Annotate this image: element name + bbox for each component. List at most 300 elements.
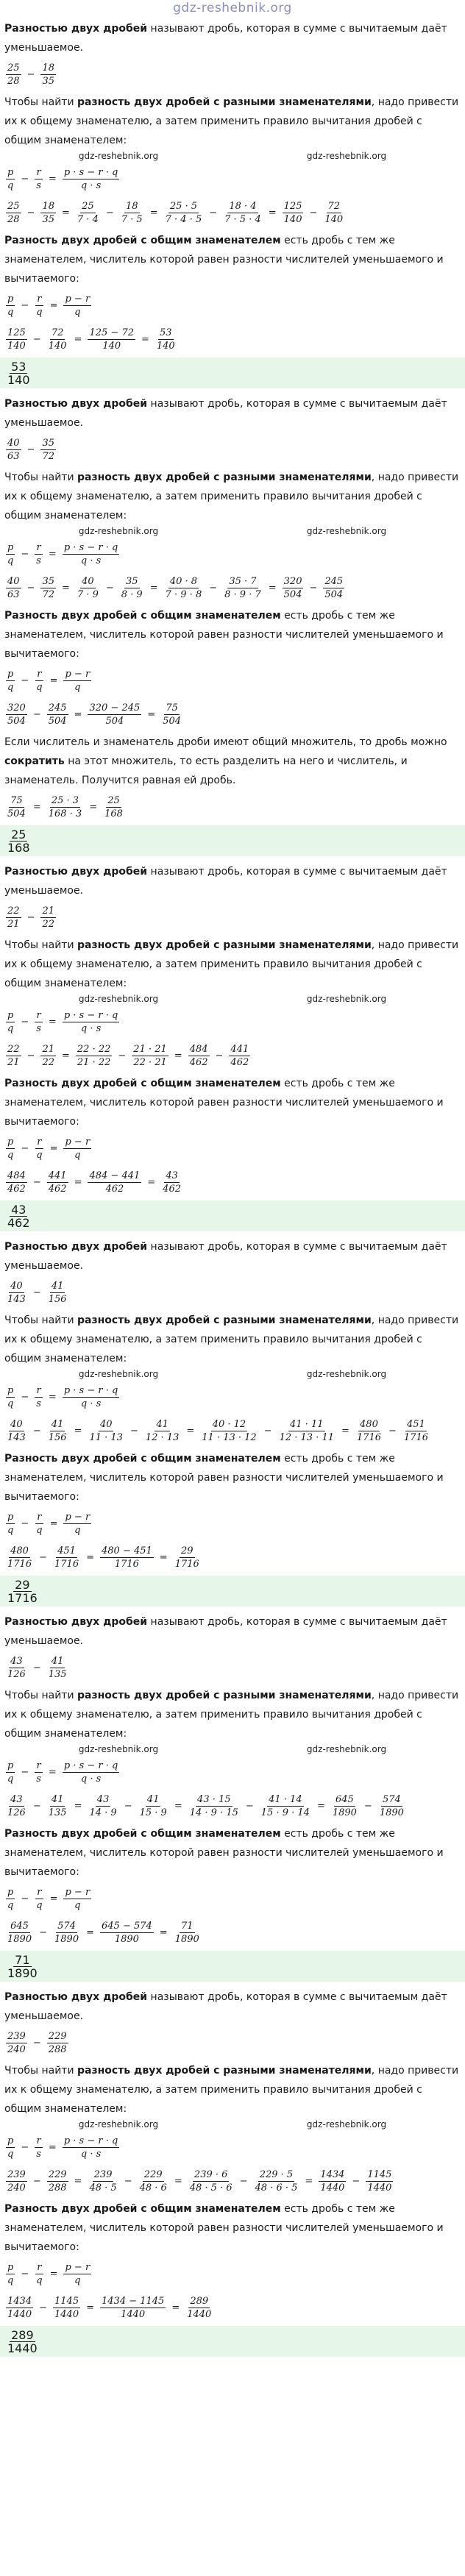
fraction-numerator: p − r: [65, 2261, 90, 2273]
fraction: [319, 2168, 346, 2194]
operator: −: [215, 1050, 224, 1061]
fraction-numerator: p: [7, 293, 14, 305]
fraction: [6, 327, 27, 352]
paragraph: [4, 93, 461, 150]
fraction-denominator: 72: [42, 588, 54, 600]
operator: =: [48, 2141, 57, 2153]
operator: =: [89, 801, 98, 813]
fraction-numerator: 125: [283, 200, 302, 212]
fraction-numerator: 1434 − 1145: [102, 2295, 165, 2307]
fraction-denominator: 1716: [7, 1558, 32, 1570]
fraction-numerator: 29: [15, 1577, 30, 1592]
fraction-numerator: 21 · 21: [133, 1043, 167, 1055]
fraction-denominator: 1440: [187, 2308, 212, 2320]
term-bold: сократить: [4, 755, 65, 767]
fraction-numerator: 484: [7, 1170, 26, 1181]
fraction-numerator: 40: [7, 575, 20, 587]
sub-expression: [4, 2292, 461, 2323]
fraction-numerator: p: [7, 1009, 14, 1021]
fraction: [132, 1043, 168, 1069]
fraction-numerator: 43: [10, 1655, 23, 1667]
watermark: gdz-reshebnik.org: [306, 1744, 387, 1754]
fraction: [355, 1418, 383, 1444]
fraction-denominator: 48 · 5 · 6: [189, 2182, 232, 2193]
fraction: [88, 1793, 118, 1819]
fraction: [103, 794, 124, 820]
fraction-denominator: q: [36, 1524, 43, 1536]
fraction-denominator: 1716: [7, 1590, 38, 1605]
watermark-row: [4, 993, 461, 1005]
formula-common: [4, 1508, 461, 1539]
fraction: [40, 1043, 56, 1069]
fraction-numerator: 245: [324, 575, 344, 587]
fraction-denominator: 1890: [7, 1965, 38, 1980]
operator: −: [26, 444, 35, 455]
text-run: есть дробь с тем же знаменателем, числитель которой равен разности числителей уменьшаемого и вычитаемого:: [4, 235, 444, 285]
cd-expression: [4, 1790, 461, 1821]
fraction-denominator: 462: [230, 1056, 249, 1068]
fraction: [76, 1043, 112, 1069]
fraction: [88, 327, 135, 352]
fraction: [6, 668, 15, 694]
cd-expression: [4, 572, 461, 603]
watermark: gdz-reshebnik.org: [306, 994, 387, 1004]
fraction: [63, 1136, 91, 1161]
fraction-numerator: 239 · 6: [194, 2168, 228, 2180]
operator: −: [388, 1425, 397, 1437]
fraction-numerator: r: [37, 1136, 42, 1148]
fraction: [47, 1655, 68, 1681]
fraction: [6, 828, 32, 854]
fraction: [6, 2295, 33, 2321]
operator: =: [141, 333, 149, 345]
fraction-numerator: 35: [125, 575, 138, 587]
fraction-numerator: p · s − r · q: [63, 2135, 118, 2146]
operator: −: [32, 1425, 41, 1437]
fraction-denominator: 1890: [114, 1933, 139, 1945]
fraction: [35, 2261, 43, 2287]
fraction-numerator: 239: [7, 2168, 26, 2180]
fraction-numerator: 245: [48, 702, 67, 714]
fraction: [63, 1886, 91, 1912]
fraction: [35, 1384, 43, 1410]
fraction: [47, 2030, 68, 2056]
fraction-denominator: 35: [42, 75, 54, 87]
fraction: [6, 1511, 15, 1537]
watermark: gdz-reshebnik.org: [78, 1744, 159, 1754]
fraction: [88, 1418, 124, 1444]
fraction-denominator: q: [36, 1149, 43, 1161]
operator: =: [159, 1926, 168, 1938]
fraction-numerator: 289: [190, 2295, 209, 2307]
fraction-denominator: 1716: [54, 1558, 79, 1570]
fraction-denominator: 504: [7, 808, 26, 819]
term-bold: Разность двух дробей с общим знаменателем: [4, 610, 281, 622]
term-bold: разность двух дробей с разными знаменателями: [77, 96, 372, 108]
fraction-denominator: 288: [48, 2043, 67, 2055]
text-run: Чтобы найти: [4, 2065, 77, 2077]
fraction: [47, 1418, 68, 1444]
fraction-numerator: 125 − 72: [89, 327, 134, 338]
fraction-numerator: 18 · 4: [229, 200, 257, 212]
watermark-row: [4, 1743, 461, 1755]
operator: =: [268, 582, 277, 594]
fraction-denominator: 1440: [320, 2182, 345, 2193]
fraction-numerator: 1434: [7, 2295, 32, 2307]
fraction-denominator: q: [74, 1899, 81, 1911]
fraction-numerator: 43: [166, 1170, 178, 1181]
fraction: [63, 1760, 119, 1785]
operator: =: [48, 173, 57, 185]
term-bold: разность двух дробей с разными знаменателями: [77, 472, 372, 483]
fraction-numerator: p: [7, 1384, 14, 1396]
fraction: [223, 200, 263, 226]
fraction-numerator: 1145: [367, 2168, 392, 2180]
term-bold: Разностью двух дробей: [4, 1241, 148, 1253]
operator: −: [124, 2175, 132, 2187]
fraction-numerator: r: [36, 2135, 41, 2146]
fraction: [40, 62, 56, 88]
fraction-denominator: q · s: [80, 1398, 102, 1409]
fraction-denominator: s: [36, 1773, 41, 1785]
fraction: [47, 1280, 68, 1306]
operator: −: [32, 2037, 41, 2049]
fraction: [63, 166, 119, 192]
fraction-numerator: r: [36, 1760, 41, 1771]
fraction-denominator: 140: [156, 340, 175, 352]
text-run: Если числитель и знаменатель дроби имеют общий множитель, то дробь можно: [4, 736, 447, 748]
term-bold: Разностью двух дробей: [4, 1991, 148, 2003]
fraction-denominator: 462: [163, 1183, 181, 1195]
operator: −: [32, 1662, 41, 1673]
paragraph: [4, 1686, 461, 1743]
problem-5: [4, 1612, 461, 1988]
operator: =: [48, 1766, 57, 1778]
fraction: [53, 2295, 80, 2321]
formula-common: [4, 290, 461, 321]
text-run: называют дробь, которая в сумме с вычитаемым даёт уменьшаемое.: [4, 1991, 447, 2022]
sub-expression: [4, 699, 461, 730]
term-bold: Разностью двух дробей: [4, 23, 148, 35]
operator: −: [21, 299, 29, 311]
paragraph: [4, 2199, 461, 2257]
fraction-denominator: 504: [48, 715, 67, 727]
fraction-numerator: 480: [10, 1545, 29, 1556]
problem-3: [4, 862, 461, 1237]
fraction: [35, 1886, 43, 1912]
fraction-numerator: 41: [156, 1418, 168, 1430]
fraction-numerator: 229: [143, 2168, 163, 2180]
fraction-denominator: 462: [189, 1056, 208, 1068]
operator: −: [309, 582, 318, 594]
operator: =: [49, 299, 58, 311]
paragraph: [4, 2061, 461, 2118]
fraction: [88, 702, 141, 727]
fraction-denominator: 1716: [356, 1431, 381, 1443]
fraction-numerator: r: [37, 2261, 42, 2273]
fraction: [6, 166, 15, 192]
text-run: есть дробь с тем же знаменателем, числитель которой равен разности числителей уменьшаемого и вычитаемого:: [4, 1828, 444, 1878]
formula-common: [4, 2258, 461, 2289]
fraction-numerator: 451: [57, 1545, 76, 1556]
fraction-numerator: 40: [99, 1418, 113, 1430]
fraction-denominator: 1890: [7, 1933, 32, 1945]
operator: −: [32, 333, 41, 345]
sub-expression: [4, 1542, 461, 1573]
fraction: [100, 1920, 154, 1946]
fraction: [6, 2329, 39, 2355]
fraction: [35, 1760, 43, 1785]
fraction-denominator: 462: [105, 1183, 124, 1195]
fraction-denominator: 140: [102, 340, 121, 352]
fraction: [6, 1136, 15, 1161]
fraction-denominator: 15 · 9 · 14: [260, 1807, 310, 1818]
sub-expression: [4, 1917, 461, 1948]
text-run: , надо привести их к общему знаменателю, а затем применить правило вычитания дробей с общим знаменателем:: [4, 1690, 459, 1740]
fraction-numerator: 41: [51, 1418, 64, 1430]
fraction-numerator: 229 · 5: [259, 2168, 294, 2180]
fraction-denominator: q: [36, 306, 43, 318]
fraction: [6, 1009, 15, 1035]
fraction-numerator: 451: [407, 1418, 425, 1430]
operator: =: [62, 207, 70, 218]
text-run: на этот множитель, то есть разделить на него и числитель, и знаменатель. Получится равная ей дробь.: [4, 755, 408, 786]
operator: =: [316, 1800, 325, 1812]
term-bold: разность двух дробей с разными знаменателями: [77, 1690, 372, 1701]
fraction: [47, 1793, 68, 1819]
fraction: [188, 2168, 234, 2194]
fraction-denominator: q · s: [80, 179, 102, 191]
operator: −: [21, 2268, 29, 2280]
fraction: [155, 327, 177, 352]
fraction-numerator: p: [7, 2261, 14, 2273]
fraction-numerator: p: [7, 2135, 14, 2146]
fraction-denominator: 22 · 21: [133, 1056, 167, 1068]
operator: =: [86, 2302, 94, 2313]
fraction-numerator: 21: [42, 1043, 54, 1055]
operator: =: [305, 2175, 313, 2187]
fraction-denominator: 1440: [121, 2308, 146, 2320]
paragraph: [4, 1988, 461, 2026]
fraction: [174, 1920, 201, 1946]
paragraph: [4, 862, 461, 900]
fraction-numerator: 22 · 22: [77, 1043, 111, 1055]
fraction-numerator: 35: [42, 437, 54, 449]
fraction-numerator: 320 − 245: [89, 702, 141, 714]
fraction-denominator: q: [7, 1022, 14, 1034]
fraction-numerator: 484: [189, 1043, 208, 1055]
fraction: [100, 1545, 154, 1570]
watermark-row: [4, 150, 461, 162]
fraction-denominator: 48 · 6 · 5: [255, 2182, 298, 2193]
operator: −: [209, 207, 218, 218]
answer-box: [0, 825, 465, 856]
text-run: Чтобы найти: [4, 472, 77, 483]
sub-expression: [4, 1167, 461, 1198]
fraction: [63, 293, 91, 319]
fraction: [6, 794, 27, 820]
fraction: [120, 575, 144, 601]
fraction: [35, 2135, 43, 2160]
fraction-denominator: 1890: [174, 1933, 199, 1945]
fraction-denominator: 63: [7, 588, 20, 600]
fraction-numerator: 71: [15, 1952, 30, 1967]
fraction: [120, 200, 144, 226]
fraction-numerator: p · s − r · q: [63, 1760, 118, 1771]
fraction: [229, 1043, 250, 1069]
fraction-numerator: 43 · 15: [197, 1793, 231, 1805]
operator: =: [147, 1176, 156, 1188]
fraction: [6, 702, 27, 727]
fraction: [6, 200, 21, 226]
fraction-denominator: q: [7, 1149, 14, 1161]
paragraph: [4, 733, 461, 790]
fraction: [6, 62, 21, 88]
fraction-denominator: q: [36, 681, 43, 693]
fraction-numerator: 22: [7, 1043, 20, 1055]
fraction-numerator: 25: [7, 62, 20, 74]
fraction: [188, 1043, 210, 1069]
fraction-denominator: q: [7, 2274, 14, 2286]
operator: −: [26, 68, 35, 80]
fraction: [6, 2261, 15, 2287]
sub-expression: [4, 324, 461, 355]
operator: −: [39, 1926, 47, 1938]
watermark: gdz-reshebnik.org: [306, 526, 387, 536]
fraction-numerator: p: [7, 166, 14, 178]
site-header[interactable]: gdz-reshebnik.org: [173, 1, 292, 15]
answer-box: [0, 1576, 465, 1607]
operator: −: [124, 1800, 132, 1812]
fraction: [323, 200, 344, 226]
paragraph: [4, 1237, 461, 1275]
operator: =: [174, 1800, 182, 1812]
fraction-numerator: 18: [42, 200, 54, 212]
fraction-denominator: 28: [7, 213, 20, 225]
operator: −: [21, 1391, 29, 1403]
watermark: gdz-reshebnik.org: [306, 2119, 387, 2130]
fraction: [278, 1418, 336, 1444]
fraction-denominator: 168: [7, 840, 30, 855]
fraction: [35, 1511, 43, 1537]
fraction-denominator: 12 · 13: [145, 1431, 180, 1443]
fraction-numerator: 320: [283, 575, 302, 587]
cd-expression: [4, 1040, 461, 1071]
fraction-numerator: 18: [125, 200, 138, 212]
fraction-denominator: 462: [7, 1183, 26, 1195]
fraction-denominator: 140: [48, 340, 67, 352]
text-run: , надо привести их к общему знаменателю, а затем применить правило вычитания дробей с общим знаменателем:: [4, 96, 459, 146]
fraction-denominator: 28: [7, 75, 20, 87]
fraction-denominator: 8 · 9 · 7: [224, 588, 261, 600]
fraction-numerator: 40 · 8: [169, 575, 198, 587]
fraction-numerator: p · s − r · q: [63, 541, 118, 553]
fraction-denominator: 21 · 22: [77, 1056, 111, 1068]
fraction-numerator: 29: [180, 1545, 194, 1556]
problem-1: [4, 19, 461, 394]
fraction-numerator: 41: [51, 1280, 64, 1292]
watermark-row: [4, 2118, 461, 2130]
fraction-denominator: 21: [7, 918, 20, 930]
fraction-denominator: s: [36, 179, 41, 191]
fraction-numerator: 53: [11, 359, 26, 374]
fraction: [6, 1280, 27, 1306]
problem-expression: [4, 434, 461, 465]
fraction: [63, 668, 91, 694]
fraction-denominator: q: [36, 1899, 43, 1911]
formula-general: [4, 1006, 461, 1037]
term-bold: Разность двух дробей с общим знаменателем: [4, 1453, 281, 1465]
paragraph: [4, 1824, 461, 1882]
operator: =: [159, 1551, 168, 1563]
fraction: [188, 1793, 240, 1819]
operator: =: [86, 1926, 94, 1938]
fraction-denominator: q: [74, 2274, 81, 2286]
text-run: называют дробь, которая в сумме с вычитаемым даёт уменьшаемое.: [4, 398, 447, 429]
operator: −: [105, 582, 114, 594]
paragraph: [4, 1612, 461, 1651]
fraction: [6, 1545, 33, 1570]
fraction-denominator: q: [7, 1398, 14, 1409]
fraction-denominator: 7 · 9 · 8: [165, 588, 202, 600]
fraction-denominator: q: [74, 681, 81, 693]
term-bold: разность двух дробей с разными знаменателями: [77, 939, 372, 951]
fraction-denominator: 7 · 4 · 5: [165, 213, 202, 225]
operator: −: [32, 1800, 41, 1812]
fraction: [40, 200, 56, 226]
fraction-denominator: 504: [105, 715, 124, 727]
fraction-denominator: q: [7, 1524, 14, 1536]
operator: −: [32, 2175, 41, 2187]
fraction-denominator: 7 · 5: [121, 213, 143, 225]
fraction-denominator: q: [74, 306, 81, 318]
fraction-denominator: q · s: [80, 555, 102, 566]
fraction-numerator: 574: [57, 1920, 76, 1932]
operator: =: [74, 1176, 82, 1188]
fraction-numerator: p − r: [65, 1136, 90, 1148]
operator: −: [263, 1425, 272, 1437]
fraction-numerator: 22: [7, 905, 20, 917]
fraction-numerator: 41: [51, 1793, 64, 1805]
operator: −: [39, 1551, 47, 1563]
fraction-numerator: 35 · 7: [229, 575, 257, 587]
operator: −: [21, 2141, 29, 2153]
fraction: [6, 2168, 27, 2194]
term-bold: Разность двух дробей с общим знаменателем: [4, 1078, 281, 1089]
fraction-numerator: 41 · 14: [269, 1793, 302, 1805]
term-bold: Разность двух дробей с общим знаменателем: [4, 235, 281, 246]
cd-expression: [4, 197, 461, 228]
watermark: gdz-reshebnik.org: [78, 2119, 159, 2130]
fraction-denominator: 35: [42, 213, 54, 225]
fraction-numerator: 41: [146, 1793, 160, 1805]
watermark-row: [4, 1368, 461, 1380]
fraction-numerator: 289: [11, 2327, 34, 2342]
fraction-numerator: 441: [230, 1043, 249, 1055]
operator: =: [86, 1551, 94, 1563]
operator: −: [21, 1766, 29, 1778]
term-bold: разность двух дробей с разными знаменателями: [77, 1314, 372, 1326]
answer-box: [0, 1200, 465, 1231]
fraction-denominator: 140: [283, 213, 302, 225]
fraction-numerator: 574: [382, 1793, 401, 1805]
fraction-denominator: 22: [42, 1056, 54, 1068]
fraction: [53, 1545, 80, 1570]
fraction: [260, 1793, 311, 1819]
operator: −: [21, 1016, 29, 1028]
fraction: [164, 200, 204, 226]
fraction-denominator: 1716: [174, 1558, 199, 1570]
